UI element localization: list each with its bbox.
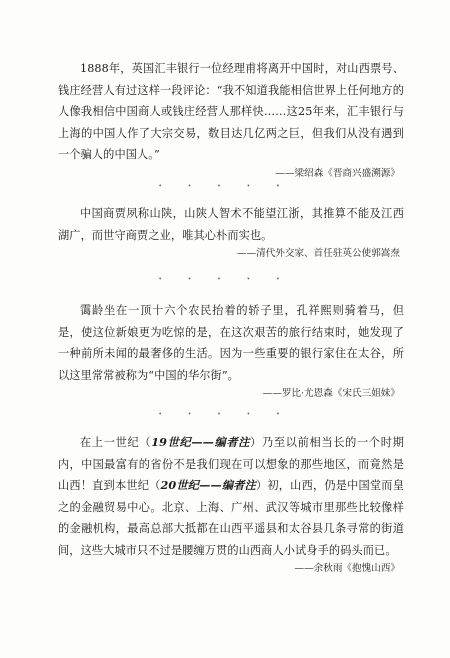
editor-note: 20世纪——编者注 [160, 478, 257, 492]
section-separator: • • • • • [158, 411, 292, 418]
quote-text-part: ）初，山西，仍是中国堂而皇之的金融贸易中心。北京、上海、广州、武汉等城市里那些比较像样的金融机构，最高总部大抵都在山西平遥县和太谷县几条寻常的街道间，这些大城市只不过是腰缠万贯的山西商人小试身手的码头而已。 [58, 479, 404, 557]
quote-text: 1888年，英国汇丰银行一位经理甫将离开中国时，对山西票号、钱庄经营人有过这样一段评论：“我不知道我能相信世界上任何地方的人像我相信中国商人或钱庄经营人那样快……这25年来，汇丰银行与上海的中国人作了大宗交易，数目达几亿两之巨，但我们从没有遇到一个骗人的中国人。” [58, 62, 404, 161]
section-separator: • • • • • [158, 183, 292, 190]
editor-note: 19世纪——编者注 [151, 435, 251, 449]
quote-attribution: ——清代外交家、首任驻英公使郭嵩焘 [236, 248, 400, 259]
quote-text-part: 在上一世纪（ [80, 436, 152, 449]
quote-attribution: ——余秋雨《抱愧山西》 [294, 563, 400, 574]
quote-block-3 [58, 300, 404, 402]
quote-attribution: ——罗比·尤恩森《宋氏三姐妹》 [262, 388, 400, 399]
quote-block-2 [58, 203, 404, 262]
quote-block-4 [58, 432, 404, 577]
quote-attribution: ——梁绍森《晋商兴盛溯源》 [275, 167, 400, 179]
quote-text: 中国商贾夙称山陕，山陕人智术不能望江浙，其推算不能及江西湖广，而世守商贾之业，唯其心朴而实也。 [58, 207, 404, 242]
quote-text: 霭龄坐在一顶十六个农民抬着的轿子里，孔祥熙则骑着马，但是，使这位新娘更为吃惊的是，在这次艰苦的旅行结束时，她发现了一种前所未闻的最奢侈的生活。因为一些重要的银行家住在太谷，所以这里常常被称为“中国的华尔街”。 [58, 304, 404, 382]
section-separator: • • • • • [158, 276, 292, 283]
quote-text [58, 432, 404, 561]
quote-text-part: ）乃至以前相当长的一个时期内，中国最富有的省份不是我们现在可以想象的那些地区，而竟然是山西！直到本世纪（ [58, 436, 404, 492]
quote-block-1 [58, 58, 404, 182]
